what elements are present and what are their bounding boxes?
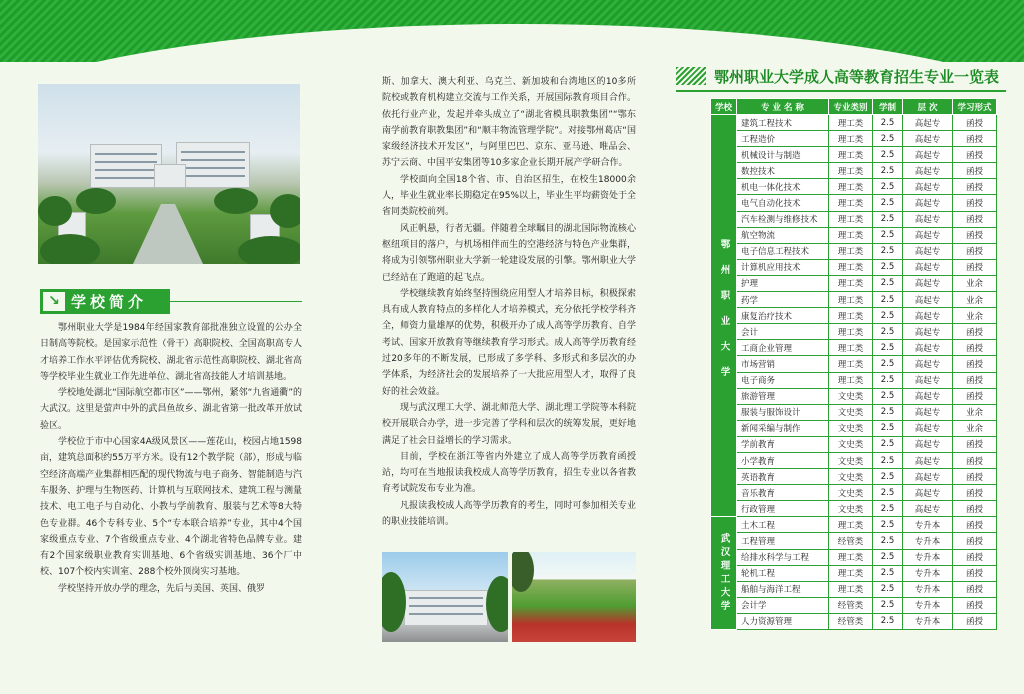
category-cell: 文史类: [829, 485, 873, 501]
header-cell: 层 次: [903, 99, 953, 115]
table-row: [711, 581, 997, 597]
major-name-cell: 机电一体化技术: [737, 179, 829, 195]
category-cell: 理工类: [829, 115, 873, 131]
duration-cell: 2.5: [873, 115, 903, 131]
school-name-cell: 武汉理工大学: [711, 517, 737, 630]
major-name-cell: 电子商务: [737, 372, 829, 388]
major-name-cell: 学前教育: [737, 436, 829, 452]
table-row: [711, 275, 997, 291]
level-cell: 高起专: [903, 340, 953, 356]
major-name-cell: 会计学: [737, 597, 829, 613]
title-underline: [676, 90, 1006, 92]
table-row: [711, 147, 997, 163]
duration-cell: 2.5: [873, 324, 903, 340]
duration-cell: 2.5: [873, 243, 903, 259]
duration-cell: 2.5: [873, 211, 903, 227]
table-row: [711, 308, 997, 324]
table-row: [711, 324, 997, 340]
school-name-cell: 鄂州职业大学: [711, 115, 737, 517]
level-cell: 高起专: [903, 372, 953, 388]
study-mode-cell: 函授: [953, 147, 997, 163]
level-cell: 高起专: [903, 324, 953, 340]
study-mode-cell: 函授: [953, 613, 997, 629]
header-cell: 专 业 名 称: [737, 99, 829, 115]
level-cell: 专升本: [903, 613, 953, 629]
duration-cell: 2.5: [873, 501, 903, 517]
table-row: [711, 420, 997, 436]
study-mode-cell: 函授: [953, 227, 997, 243]
level-cell: 高起专: [903, 131, 953, 147]
category-cell: 理工类: [829, 147, 873, 163]
level-cell: 高起专: [903, 179, 953, 195]
study-mode-cell: 函授: [953, 436, 997, 452]
level-cell: 高起专: [903, 420, 953, 436]
category-cell: 理工类: [829, 581, 873, 597]
middle-paragraph: 凡报读我校成人高等学历教育的考生，同时可参加相关专业的职业技能培训。: [382, 500, 636, 528]
level-cell: 高起专: [903, 227, 953, 243]
duration-cell: 2.5: [873, 436, 903, 452]
table-title-row: [676, 61, 1006, 91]
header-cell: 学制: [873, 99, 903, 115]
category-cell: 理工类: [829, 163, 873, 179]
major-name-cell: 电子信息工程技术: [737, 243, 829, 259]
duration-cell: 2.5: [873, 549, 903, 565]
duration-cell: 2.5: [873, 420, 903, 436]
study-mode-cell: 函授: [953, 533, 997, 549]
major-name-cell: 英语教育: [737, 469, 829, 485]
level-cell: 专升本: [903, 517, 953, 533]
category-cell: 理工类: [829, 549, 873, 565]
study-mode-cell: 函授: [953, 469, 997, 485]
middle-paragraph: 现与武汉理工大学、湖北师范大学、湖北理工学院等本科院校开展联合办学，进一步完善了学科和层次的统筹发展，更好地满足了社会日益增长的学习需求。: [382, 402, 636, 446]
duration-cell: 2.5: [873, 195, 903, 211]
table-row: [711, 549, 997, 565]
study-mode-cell: 函授: [953, 517, 997, 533]
middle-paragraph: 目前，学校在浙江等省内外建立了成人高等学历教育函授站，均可在当地报读我校成人高等学历教育，招生专业以各省教育考试院发布专业为准。: [382, 451, 636, 495]
level-cell: 高起专: [903, 308, 953, 324]
study-mode-cell: 函授: [953, 324, 997, 340]
duration-cell: 2.5: [873, 227, 903, 243]
study-mode-cell: 函授: [953, 340, 997, 356]
table-header-row: [711, 99, 997, 115]
level-cell: 高起专: [903, 485, 953, 501]
duration-cell: 2.5: [873, 469, 903, 485]
level-cell: 高起专: [903, 436, 953, 452]
table-row: [711, 469, 997, 485]
level-cell: 高起专: [903, 259, 953, 275]
table-row: [711, 452, 997, 468]
study-mode-cell: 函授: [953, 179, 997, 195]
level-cell: 高起专: [903, 195, 953, 211]
duration-cell: 2.5: [873, 308, 903, 324]
major-name-cell: 航空物流: [737, 227, 829, 243]
majors-table: [710, 98, 997, 630]
category-cell: 理工类: [829, 324, 873, 340]
table-row: [711, 501, 997, 517]
major-name-cell: 机械设计与制造: [737, 147, 829, 163]
table-row: [711, 565, 997, 581]
category-cell: 理工类: [829, 356, 873, 372]
study-mode-cell: 函授: [953, 452, 997, 468]
major-name-cell: 药学: [737, 292, 829, 308]
category-cell: 理工类: [829, 517, 873, 533]
major-name-cell: 小学教育: [737, 452, 829, 468]
header-cell: 专业类别: [829, 99, 873, 115]
table-row: [711, 388, 997, 404]
middle-paragraph: 学校继续教育始终坚持围绕应用型人才培养目标，积极探索具有成人教育特点的多样化人才培养模式，充分依托学校学科齐全，师资力量雄厚的优势，积极开办了成人高等学历教育、自学考试、国家开放教育等继续教育学习形式。成人高等学历教育经过20多年的不断发展，已形成了多学科、多形式和多层次的办学体系，为经济社会的发展培养了一大批应用型人才，取得了良好的社会效益。: [382, 288, 636, 397]
study-mode-cell: 函授: [953, 549, 997, 565]
major-name-cell: 轮机工程: [737, 565, 829, 581]
level-cell: 高起专: [903, 452, 953, 468]
duration-cell: 2.5: [873, 131, 903, 147]
category-cell: 理工类: [829, 227, 873, 243]
study-mode-cell: 函授: [953, 115, 997, 131]
major-name-cell: 会计: [737, 324, 829, 340]
major-name-cell: 数控技术: [737, 163, 829, 179]
intro-heading-text: 学校简介: [71, 293, 148, 311]
category-cell: 文史类: [829, 469, 873, 485]
table-row: [711, 115, 997, 131]
header-cell: 学校: [711, 99, 737, 115]
table-row: [711, 259, 997, 275]
table-row: [711, 533, 997, 549]
major-name-cell: 护理: [737, 275, 829, 291]
study-mode-cell: 函授: [953, 581, 997, 597]
table-row: [711, 372, 997, 388]
duration-cell: 2.5: [873, 517, 903, 533]
level-cell: 高起专: [903, 388, 953, 404]
level-cell: 专升本: [903, 597, 953, 613]
stripes-decoration: [676, 67, 706, 85]
duration-cell: 2.5: [873, 533, 903, 549]
table-row: [711, 211, 997, 227]
study-mode-cell: 函授: [953, 243, 997, 259]
duration-cell: 2.5: [873, 613, 903, 629]
intro-section-heading: [40, 289, 170, 314]
study-mode-cell: 函授: [953, 259, 997, 275]
table-row: [711, 356, 997, 372]
building-photo: [382, 552, 508, 642]
major-name-cell: 船舶与海洋工程: [737, 581, 829, 597]
duration-cell: 2.5: [873, 581, 903, 597]
table-row: [711, 485, 997, 501]
header-cell: 学习形式: [953, 99, 997, 115]
major-name-cell: 旅游管理: [737, 388, 829, 404]
category-cell: 理工类: [829, 275, 873, 291]
major-name-cell: 土木工程: [737, 517, 829, 533]
duration-cell: 2.5: [873, 340, 903, 356]
intro-paragraph: 鄂州职业大学是1984年经国家教育部批准独立设置的公办全日制高等院校。是国家示范性（骨干）高职院校、全国高职高专人才培养工作水平评估优秀院校、湖北省示范性高职院校、湖北省高等学校毕业生就业工作先进单位、湖北省高技能人才培训基地。: [40, 323, 302, 382]
duration-cell: 2.5: [873, 404, 903, 420]
study-mode-cell: 业余: [953, 275, 997, 291]
major-name-cell: 人力资源管理: [737, 613, 829, 629]
category-cell: 文史类: [829, 436, 873, 452]
category-cell: 文史类: [829, 452, 873, 468]
middle-paragraph: 风正帆悬，行者无疆。伴随着全球瞩目的湖北国际物流核心枢纽项目的落户，与机场相伴而生的空港经济与特色产业集群，将成为引领鄂州职业大学新一轮建设发展的引擎。鄂州职业大学已经站在了跑道的起飞点。: [382, 223, 636, 283]
table-row: [711, 179, 997, 195]
intro-text-column: [40, 320, 302, 597]
major-name-cell: 工程管理: [737, 533, 829, 549]
level-cell: 高起专: [903, 163, 953, 179]
level-cell: 高起专: [903, 469, 953, 485]
study-mode-cell: 业余: [953, 404, 997, 420]
level-cell: 专升本: [903, 581, 953, 597]
level-cell: 高起专: [903, 501, 953, 517]
category-cell: 理工类: [829, 179, 873, 195]
level-cell: 高起专: [903, 275, 953, 291]
category-cell: 理工类: [829, 308, 873, 324]
study-mode-cell: 函授: [953, 388, 997, 404]
level-cell: 专升本: [903, 533, 953, 549]
category-cell: 理工类: [829, 243, 873, 259]
study-mode-cell: 函授: [953, 597, 997, 613]
level-cell: 高起专: [903, 211, 953, 227]
level-cell: 高起专: [903, 404, 953, 420]
table-row: [711, 227, 997, 243]
category-cell: 理工类: [829, 565, 873, 581]
category-cell: 理工类: [829, 372, 873, 388]
level-cell: 专升本: [903, 565, 953, 581]
bottom-photos: [382, 552, 636, 642]
category-cell: 经管类: [829, 533, 873, 549]
table-row: [711, 340, 997, 356]
table-title: 鄂州职业大学成人高等教育招生专业一览表: [714, 67, 1000, 86]
major-name-cell: 工商企业管理: [737, 340, 829, 356]
study-mode-cell: 函授: [953, 485, 997, 501]
level-cell: 高起专: [903, 243, 953, 259]
intro-paragraph: 学校地处湖北“国际航空都市区”——鄂州，紧邻“九省通衢”的大武汉。这里是萤声中外的武昌鱼故乡、湖北省第一批改革开放试验区。: [40, 388, 302, 431]
study-mode-cell: 函授: [953, 163, 997, 179]
category-cell: 理工类: [829, 292, 873, 308]
table-row: [711, 243, 997, 259]
duration-cell: 2.5: [873, 356, 903, 372]
major-name-cell: 行政管理: [737, 501, 829, 517]
category-cell: 经管类: [829, 613, 873, 629]
level-cell: 高起专: [903, 115, 953, 131]
level-cell: 专升本: [903, 549, 953, 565]
major-name-cell: 服装与服饰设计: [737, 404, 829, 420]
arrow-icon: ↘: [43, 292, 65, 311]
major-name-cell: 市场营销: [737, 356, 829, 372]
level-cell: 高起专: [903, 356, 953, 372]
heading-divider: [170, 301, 302, 302]
table-row: [711, 292, 997, 308]
category-cell: 理工类: [829, 211, 873, 227]
level-cell: 高起专: [903, 147, 953, 163]
duration-cell: 2.5: [873, 292, 903, 308]
duration-cell: 2.5: [873, 147, 903, 163]
study-mode-cell: 函授: [953, 565, 997, 581]
table-row: [711, 436, 997, 452]
category-cell: 理工类: [829, 340, 873, 356]
major-name-cell: 康复治疗技术: [737, 308, 829, 324]
middle-text-column: [382, 74, 636, 530]
duration-cell: 2.5: [873, 452, 903, 468]
duration-cell: 2.5: [873, 163, 903, 179]
intro-paragraph: 学校坚持开放办学的理念，先后与美国、英国、俄罗: [58, 583, 266, 594]
study-mode-cell: 函授: [953, 211, 997, 227]
category-cell: 经管类: [829, 597, 873, 613]
duration-cell: 2.5: [873, 485, 903, 501]
category-cell: 文史类: [829, 388, 873, 404]
major-name-cell: 新闻采编与制作: [737, 420, 829, 436]
major-name-cell: 音乐教育: [737, 485, 829, 501]
table-row: [711, 613, 997, 629]
middle-lead-paragraph: 斯、加拿大、澳大利亚、乌克兰、新加坡和台湾地区的10多所院校或教育机构建立交流与工作关系，开展国际教育项目合作。依托行业产业，发起并牵头成立了“湖北省模具职教集团”“鄂东南学前教育职教集团”和“顺丰物流管理学院”。对接鄂州葛店“国家级经济技术开发区”，与阿里巴巴、京东、亚马逊、唯品会、苏宁云商、中国平安集团等10多家企业长期开展产学研合作。: [382, 77, 636, 169]
major-name-cell: 计算机应用技术: [737, 259, 829, 275]
duration-cell: 2.5: [873, 372, 903, 388]
major-name-cell: 建筑工程技术: [737, 115, 829, 131]
duration-cell: 2.5: [873, 179, 903, 195]
table-row: [711, 517, 997, 533]
study-mode-cell: 函授: [953, 372, 997, 388]
category-cell: 理工类: [829, 131, 873, 147]
table-row: [711, 195, 997, 211]
study-mode-cell: 业余: [953, 308, 997, 324]
duration-cell: 2.5: [873, 565, 903, 581]
intro-paragraph: 学校位于市中心国家4A级风景区——莲花山，校园占地1598亩，建筑总面积约55万平方米。设有12个教学院（部），形成与临空经济高端产业集群相匹配的现代物流与电子商务、智能制造与汽车服务、护理与生物医药、计算机与互联网技术、建筑工程与测量技术、电工电子与自动化、小教与学前教育、服装与艺术等8大特色专业群。46个专科专业、5个“专本联合培养”专业，其中4个国家级重点专业、7个省级重点专业、4个湖北省特色品牌专业。建有2个国家级职业教育实训基地、6个省级实训基地、36个厂中校、107个校内实训室、288个校外顶岗实习基地。: [40, 437, 302, 578]
table-row: [711, 404, 997, 420]
study-mode-cell: 函授: [953, 195, 997, 211]
campus-photo: [38, 84, 300, 264]
study-mode-cell: 函授: [953, 501, 997, 517]
study-mode-cell: 业余: [953, 420, 997, 436]
category-cell: 理工类: [829, 259, 873, 275]
category-cell: 文史类: [829, 420, 873, 436]
major-name-cell: 电气自动化技术: [737, 195, 829, 211]
category-cell: 理工类: [829, 195, 873, 211]
study-mode-cell: 函授: [953, 356, 997, 372]
duration-cell: 2.5: [873, 275, 903, 291]
major-name-cell: 给排水科学与工程: [737, 549, 829, 565]
study-mode-cell: 业余: [953, 292, 997, 308]
level-cell: 高起专: [903, 292, 953, 308]
major-name-cell: 工程造价: [737, 131, 829, 147]
table-row: [711, 131, 997, 147]
category-cell: 文史类: [829, 501, 873, 517]
sports-field-photo: [512, 552, 636, 642]
duration-cell: 2.5: [873, 388, 903, 404]
duration-cell: 2.5: [873, 259, 903, 275]
category-cell: 文史类: [829, 404, 873, 420]
middle-paragraph: 学校面向全国18个省、市、自治区招生，在校生18000余人，毕业生就业率长期稳定在95%以上，毕业生平均薪资处于全省同类院校前列。: [382, 174, 637, 218]
table-row: [711, 597, 997, 613]
duration-cell: 2.5: [873, 597, 903, 613]
study-mode-cell: 函授: [953, 131, 997, 147]
table-row: [711, 163, 997, 179]
major-name-cell: 汽车检测与维修技术: [737, 211, 829, 227]
